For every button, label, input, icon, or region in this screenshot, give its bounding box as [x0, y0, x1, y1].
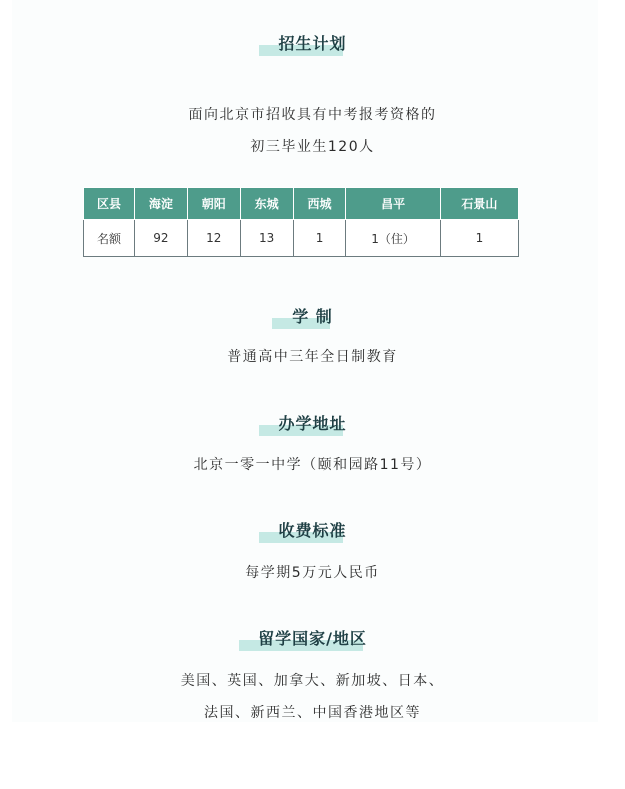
section-title-fees: 收费标准 [278, 521, 347, 540]
countries-line-1: 美国、英国、加拿大、新加坡、日本、 [180, 673, 445, 689]
table-cell: 1（住） [346, 220, 440, 257]
table-cell: 1 [293, 220, 346, 257]
section-heading-address [0, 410, 625, 438]
table-header-cell: 区县 [84, 188, 135, 220]
section-heading-system [0, 303, 625, 331]
table-cell: 1 [440, 220, 518, 257]
table-header-cell: 朝阳 [187, 188, 240, 220]
table-cell: 12 [187, 220, 240, 257]
quota-table [83, 187, 519, 257]
section-title-plan: 招生计划 [278, 34, 347, 53]
fees-line-1: 每学期5万元人民币 [245, 565, 380, 581]
system-line-1: 普通高中三年全日制教育 [227, 349, 398, 365]
address-line-1: 北京一零一中学（颐和园路11号） [193, 457, 432, 473]
table-header-cell: 东城 [240, 188, 293, 220]
table-header-cell: 西城 [293, 188, 346, 220]
section-heading-countries [0, 625, 625, 653]
table-cell: 92 [135, 220, 188, 257]
table-row [84, 220, 519, 257]
section-title-system: 学 制 [292, 307, 333, 326]
table-header-row [84, 188, 519, 220]
table-cell: 名额 [84, 220, 135, 257]
table-header-cell: 海淀 [135, 188, 188, 220]
table-header-cell: 昌平 [346, 188, 440, 220]
section-heading-plan [0, 30, 625, 58]
table-header-cell: 石景山 [440, 188, 518, 220]
plan-line-1: 面向北京市招收具有中考报考资格的 [188, 107, 437, 123]
section-title-address: 办学地址 [278, 414, 347, 433]
section-title-countries: 留学国家/地区 [258, 629, 367, 648]
section-heading-fees [0, 517, 625, 545]
countries-line-2: 法国、新西兰、中国香港地区等 [204, 705, 421, 721]
table-cell: 13 [240, 220, 293, 257]
plan-line-2: 初三毕业生120人 [250, 139, 375, 155]
